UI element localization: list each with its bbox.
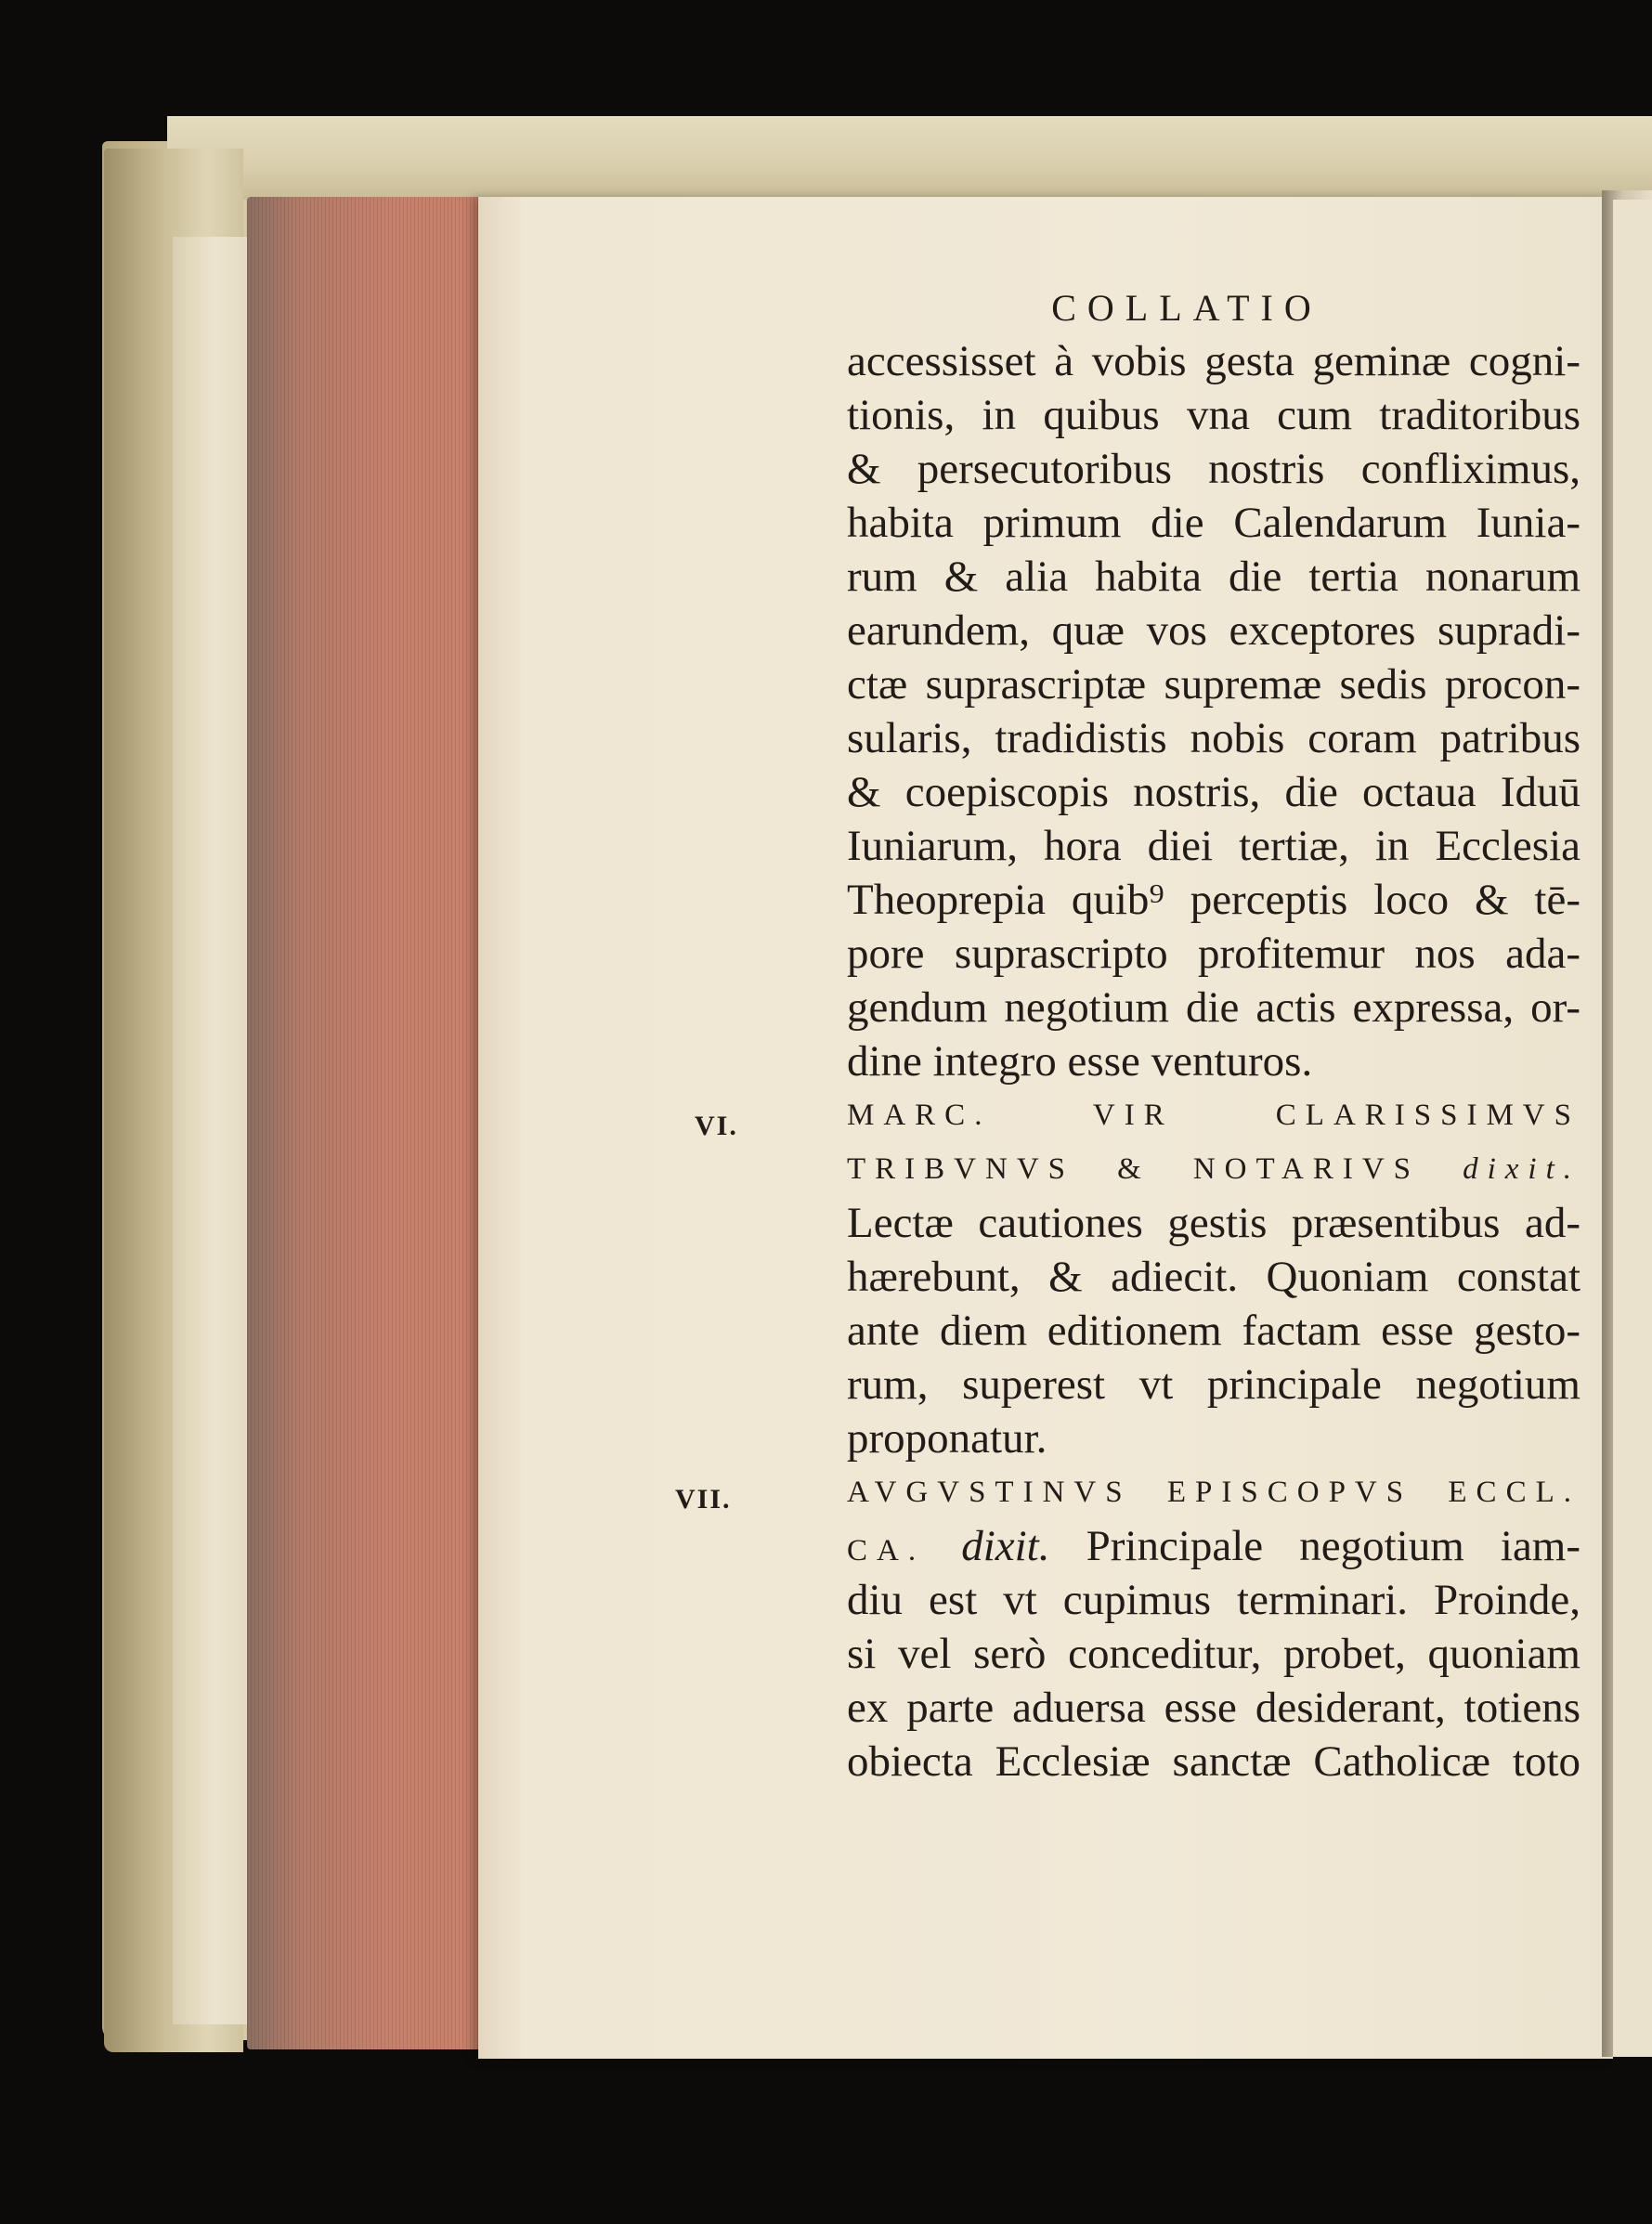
speaker-title: CA.	[847, 1534, 926, 1567]
body-line: dine integro esse venturos.	[847, 1037, 1313, 1086]
body-line: & persecutoribus nostris confliximus,	[847, 445, 1580, 493]
section-vii-heading: AVGVSTINVS EPISCOPVS ECCL.	[847, 1476, 1580, 1509]
body-line: tionis, in quibus vna cum traditoribus	[847, 391, 1580, 439]
body-line: rum & alia habita die tertia nonarum	[847, 553, 1580, 601]
flyleaf	[173, 237, 256, 2024]
vellum-cover-top-edge	[167, 116, 1652, 200]
marginal-section-vi: VI.	[695, 1111, 738, 1141]
section-vii-line: ex parte aduersa esse desiderant, totiens	[847, 1684, 1580, 1732]
dixit-italic: dixit.	[961, 1522, 1050, 1570]
body-line: accessisset à vobis gesta geminæ cogni-	[847, 337, 1580, 385]
marginal-section-vii: VII.	[675, 1484, 732, 1515]
section-vi-line: ante diem editionem factam esse gesto-	[847, 1307, 1580, 1355]
body-line: gendum negotium die actis expressa, or-	[847, 983, 1580, 1032]
body-line: habita primum die Calendarum Iunia-	[847, 499, 1580, 547]
section-vi-line: hærebunt, & adiecit. Quoniam constat	[847, 1253, 1580, 1301]
section-vi-heading-cont	[847, 1142, 1580, 1196]
section-vi-line: proponatur.	[847, 1414, 1047, 1463]
section-vi-line: Lectæ cautiones gestis præsentibus ad-	[847, 1199, 1580, 1247]
body-line: sularis, tradidistis nobis coram patribus	[847, 714, 1580, 762]
speaker-title: TRIBVNVS & NOTARIVS	[847, 1152, 1421, 1186]
body-line: Theoprepia quib⁹ perceptis loco & tē-	[847, 876, 1580, 924]
section-vii-line: si vel serò conceditur, probet, quoniam	[847, 1630, 1580, 1678]
red-stained-page-edges	[247, 197, 512, 2049]
text-block	[847, 334, 1580, 1788]
section-vii-line: diu est vt cupimus terminari. Proinde,	[847, 1576, 1580, 1624]
dixit-italic: dixit.	[1463, 1152, 1580, 1186]
facing-page-edge	[1613, 200, 1652, 2057]
section-vii-heading-cont	[847, 1519, 1580, 1573]
section-vi-heading: MARC. VIR CLARISSIMVS	[847, 1099, 1580, 1132]
section-vi-line: rum, superest vt principale negotium	[847, 1360, 1580, 1409]
body-line: earundem, quæ vos exceptores supradi-	[847, 606, 1580, 655]
section-vii-line: obiecta Ecclesiæ sanctæ Catholicæ toto	[847, 1737, 1580, 1786]
body-line: & coepiscopis nostris, die octaua Iduū	[847, 768, 1580, 816]
section-vii-first-text: Principale negotium iam-	[1086, 1522, 1581, 1570]
body-line: Iuniarum, hora diei tertiæ, in Ecclesia	[847, 822, 1580, 870]
body-line: ctæ suprascriptæ supremæ sedis procon-	[847, 660, 1580, 709]
body-line: pore suprascripto profitemur nos ada-	[847, 930, 1580, 978]
running-head: COLLATIO	[1051, 287, 1322, 329]
